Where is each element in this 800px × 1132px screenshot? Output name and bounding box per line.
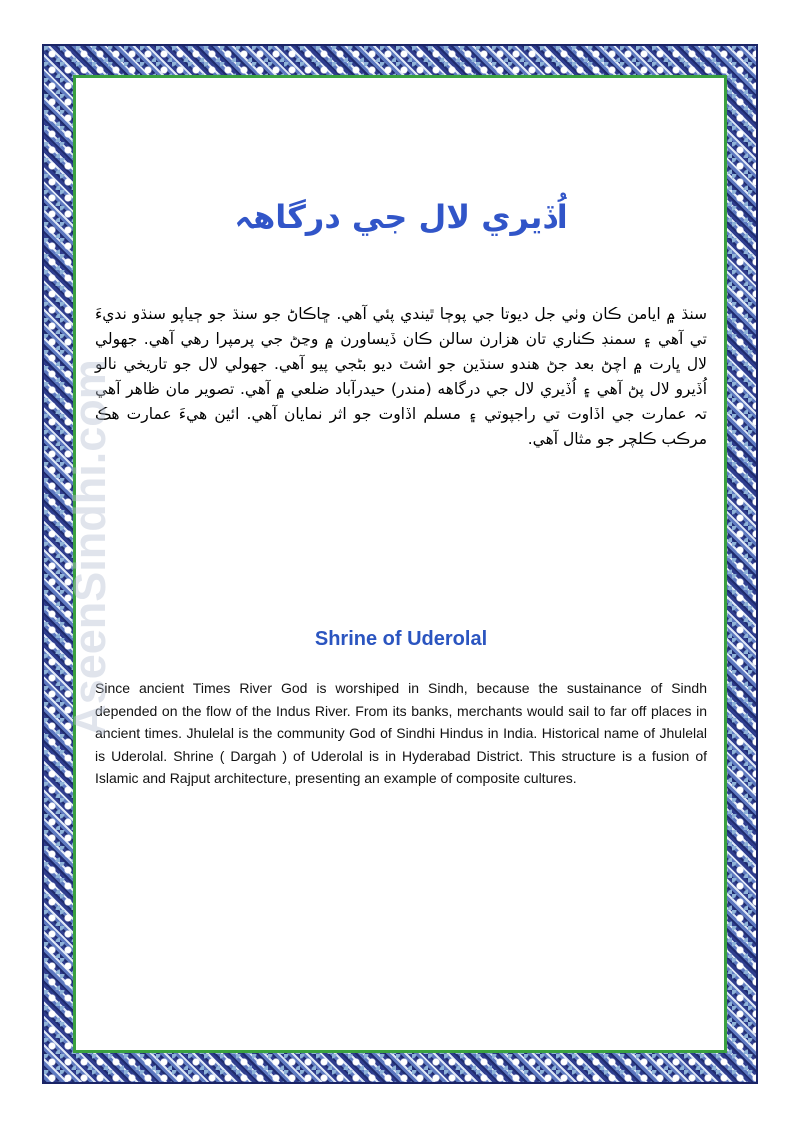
english-paragraph: Since ancient Times River God is worshiped in Sindh, because the sustainance of Sindh depended on the flow of the Indus River. From its banks, merchants would sail to far off places in ancient times. Jhulelal is the community God of Sindhi Hindus in India. Historical name of Jhulelal is Uderolal. Shrine ( Dargah ) of Uderolal is in Hyderabad District. This structure is a fusion of Islamic and Rajput architecture, presenting an example of composite cultures. [95,680,707,786]
page-content [95,80,707,1040]
english-title: Shrine of Uderolal [314,628,488,650]
watermark-text: AseenSindhi.com [64,359,115,737]
sindhi-paragraph: سنڌ ۾ ايامن ڪان وٺي جل ديوتا جي پوڄا ٿيندي پئي آهي. ڇاڪاڻ جو سنڌ جو ڄياپو سنڌو نديءَ تي آهي ۽ سمنڊ ڪناري تان هزارن سالن ڪان ڏيساورن ۾ وڃڻ جي پرمپرا رهي آهي. جهولي لال ڀارت ۾ اچڻ بعد جڻ هندو سنڌين جو اشٽ ديو بڻجي پيو آهي. جهولي لال جو تاريخي نالو اُڏيرو لال پڻ آهي ۽ اُڏيري لال جي درگاهه (مندر) حيدرآباد ضلعي ۾ آهي. تصوير مان ظاهر آهي تہ عمارت جي اڏاوت تي راجپوتي ۽ مسلم اڏاوت جو اثر نمايان آهي. ائين هيءَ عمارت هڪ مرڪب ڪلچر جو مثال آهي. [95,305,707,448]
sindhi-title: اُڏيري لال جي درگاهہ [234,198,568,236]
